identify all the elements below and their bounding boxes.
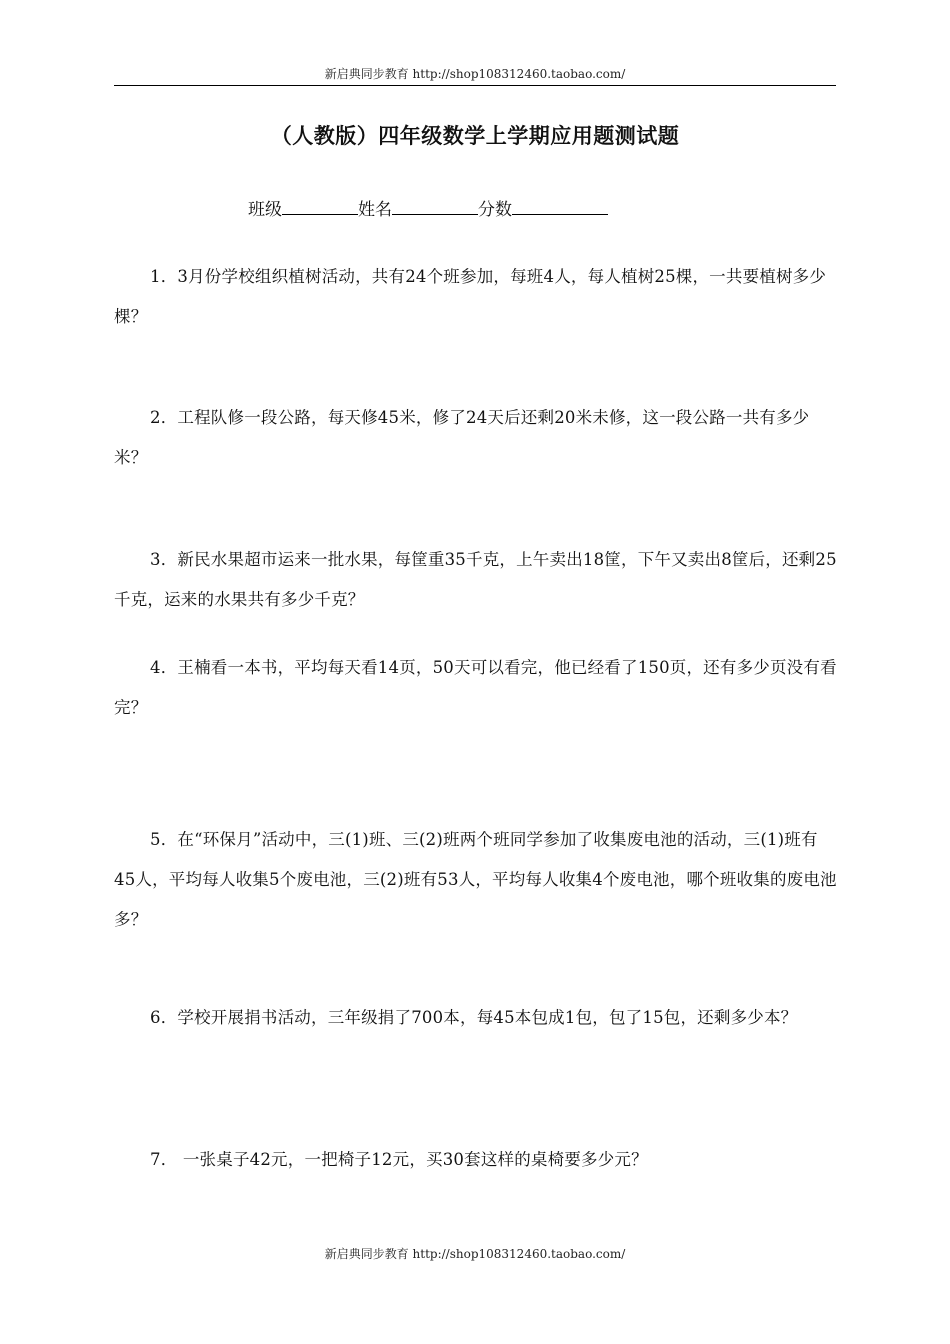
score-label: 分数 [478, 200, 512, 220]
question-3: 3．新民水果超市运来一批水果，每筐重35千克，上午卖出18筐，下午又卖出8筐后，还剩25千克，运来的水果共有多少千克？ [114, 550, 837, 609]
class-blank[interactable] [282, 196, 358, 215]
header-divider [114, 85, 836, 86]
student-info-line [248, 196, 608, 223]
question-7: 7． 一张桌子42元，一把椅子12元，买30套这样的桌椅要多少元？ [150, 1150, 648, 1169]
page-header: 新启典同步教育 http://shop108312460.taobao.com/ [324, 67, 626, 81]
name-label: 姓名 [358, 200, 392, 220]
name-blank[interactable] [392, 196, 478, 215]
question-4: 4．王楠看一本书，平均每天看14页，50天可以看完，他已经看了150页，还有多少页没有看完？ [114, 658, 837, 717]
page-title: （人教版）四年级数学上学期应用题测试题 [270, 123, 680, 148]
question-1: 1．3月份学校组织植树活动，共有24个班参加，每班4人，每人植树25棵，一共要植树多少棵？ [114, 267, 827, 326]
question-5: 5．在“环保月”活动中，三(1)班、三(2)班两个班同学参加了收集废电池的活动，三(1)班有45人，平均每人收集5个废电池，三(2)班有53人，平均每人收集4个废电池，哪个班收集的废电池多？ [114, 830, 837, 929]
question-2: 2．工程队修一段公路，每天修45米，修了24天后还剩20米未修，这一段公路一共有多少米？ [114, 408, 810, 467]
question-6: 6．学校开展捐书活动，三年级捐了700本，每45本包成1包，包了15包，还剩多少本？ [150, 1008, 798, 1027]
class-label: 班级 [248, 200, 282, 220]
score-blank[interactable] [512, 196, 608, 215]
page-footer: 新启典同步教育 http://shop108312460.taobao.com/ [324, 1247, 626, 1261]
